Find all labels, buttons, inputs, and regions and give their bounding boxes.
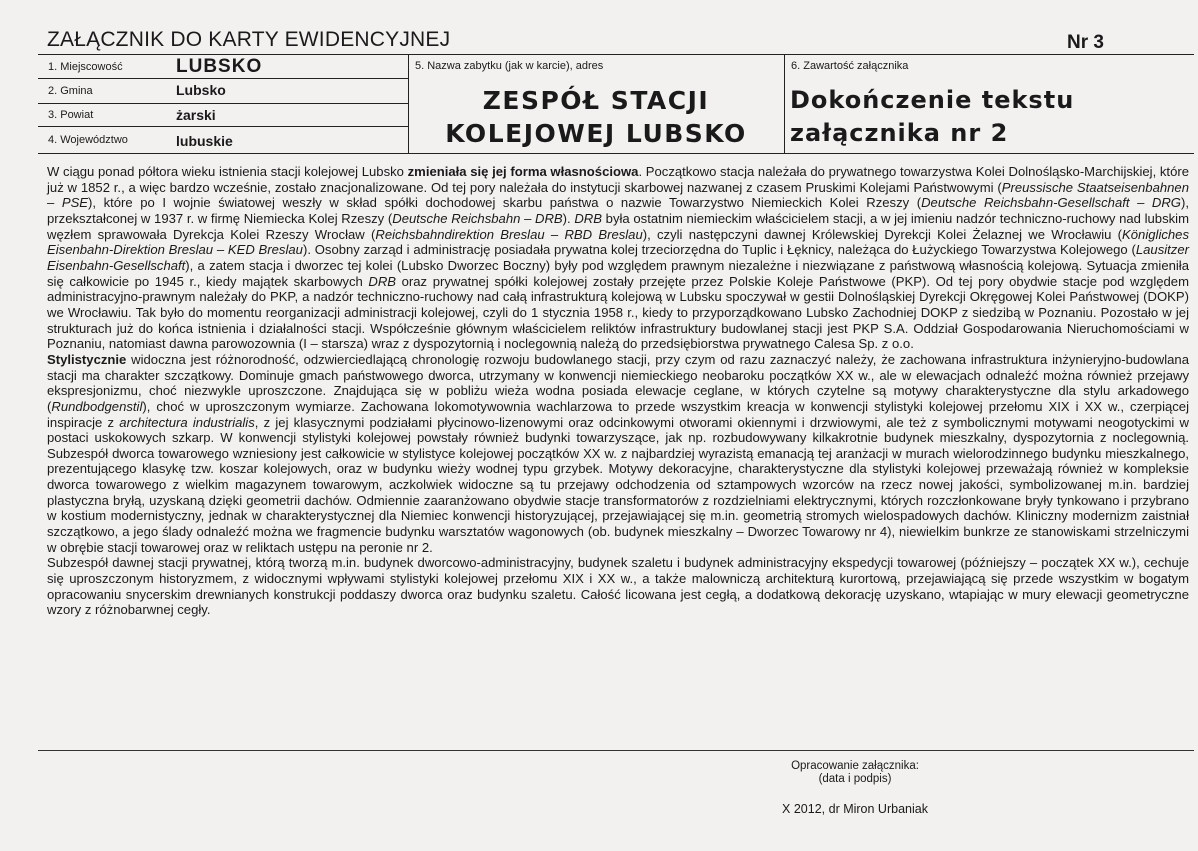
bold-text: Stylistycznie	[47, 351, 127, 367]
attachment-content-line1: Dokończenie tekstu	[790, 86, 1075, 114]
column-divider	[784, 55, 785, 153]
date-signature-label: (data i podpis)	[818, 773, 892, 785]
text-run: ), choć w uproszczonym wymiarze. Zachowana lokomotywownia wachlarzowa to przede wszystkim kreacja w konwencji stylistyki kolejowej przełomu XIX i XX w., czerpiącej inspiracje z	[47, 398, 1189, 430]
italic-text: Rundbodgenstil	[51, 398, 143, 414]
field-label: 2. Gmina	[48, 85, 93, 97]
italic-text: Preussische Staatseisenbahnen – PSE	[47, 179, 1189, 211]
text-run: W ciągu ponad półtora wieku istnienia stacji kolejowej Lubsko	[47, 164, 408, 179]
italic-text: Deutsche Reichsbahn-Gesellschaft – DRG	[921, 195, 1181, 211]
italic-text: DRB	[574, 210, 602, 226]
text-run: ), przekształconej w 1937 r. w firmę Niemiecka Kolej Rzeszy (	[47, 195, 1189, 226]
text-run: Subzespół dawnej stacji prywatnej, którą tworzą m.in. budynek dworcowo-administracyjny, budynek szaletu i budynek administracyjny ekspedycji towarowej (późniejszy – początek XX w.), cechuje się uproszczonym historyzmem, z widocznymi wpływami stylistyki kolejowej przełomu XIX i XX w., a także malowniczą architekturą kurortową, przejawiającą się przede wszystkim w bogatym opracowaniu snycerskim drewnianych konstrukcji poddaszy dworca oraz budynku szaletu. Całość licowana jest cegłą, a dodatkową dekorację uzyskano, wtapiając w mury elewacji geometryczne wzory z różnobarwnej cegły.	[47, 555, 1189, 618]
text-run: ). Osobny zarząd i administrację posiadała prywatna kolej trzeciorzędna do Tuplic i Łęknicy, należąca do Łużyckiego Towarzystwa Kolejowego (	[302, 242, 1136, 258]
bold-text: zmieniała się jej forma własnościowa	[407, 164, 639, 179]
paragraph-stylistics	[47, 352, 1189, 556]
text-run: ), czyli następczyni dawnej Królewskiej Dyrekcji Kolei Żelaznej we Wrocławiu (	[642, 226, 1123, 242]
field-county	[38, 104, 408, 127]
italic-text: Königliches Eisenbahn-Direktion Breslau – KED Breslau	[47, 226, 1190, 258]
attachment-number: Nr 3	[1067, 32, 1104, 53]
prepared-by-label: Opracowanie załącznika:	[791, 760, 919, 772]
monument-name-line1: ZESPÓŁ STACJI	[482, 86, 710, 115]
text-run: widoczna jest różnorodność, odzwierciedlającą chronologię rozwoju budowlanego stacji, przy czym od razu zaznaczyć należy, że zachowana infrastruktura inżynieryjno-budowlana stacji ma charakter szczątkowy. Dominuje gmach państwowego dworca, utrzymany w konwencji niemieckiego neobaroku początków XX w., ale w elewacjach odnaleźć można również przejawy ekspresjonizmu, choć niezwykle uproszczone. Znajdująca się w pobliżu wieża wodna posiada elewacje ceglane, w których czytelne są motywy charakterystyczne dla stylu arkadowego (	[47, 351, 1189, 414]
text-run: ), a zatem stacja i dworzec tej kolei (Lubsko Dworzec Boczny) były pod względem prawnym niezależne i niezwiązane z państwową własnością kolejową. Sytuacja zmieniła się całkowicie po 1945 r., kiedy majątek skarbowych	[47, 257, 1189, 289]
signature: X 2012, dr Miron Urbaniak	[782, 802, 928, 816]
text-run: ), które po I wojnie światowej weszły w skład spółki dochodowej skarbu państwa o nazwie Towarzystwo Niemieckich Kolei Rzeszy (	[88, 195, 922, 211]
page-title: ZAŁĄCZNIK DO KARTY EWIDENCYJNEJ	[47, 28, 451, 51]
attachment-content	[790, 84, 1190, 150]
field-value: żarski	[176, 107, 216, 123]
italic-text: Deutsche Reichsbahn – DRB	[392, 210, 563, 226]
monument-name-line2: KOLEJOWEJ LUBSKO	[445, 119, 747, 148]
field-value: lubuskie	[176, 133, 233, 149]
field-label: 3. Powiat	[48, 109, 94, 121]
attachment-content-line2: załącznika nr 2	[790, 119, 1009, 147]
footer-divider	[38, 750, 1194, 751]
field-commune	[38, 79, 408, 104]
field-voivodeship	[38, 127, 408, 153]
paragraph-ownership	[47, 164, 1189, 352]
field-label: 4. Województwo	[48, 134, 128, 146]
monument-name	[410, 84, 782, 150]
monument-name-label: 5. Nazwa zabytku (jak w karcie), adres	[415, 60, 604, 72]
table-divider	[38, 153, 1194, 154]
text-run: . Początkowo stacja należała do prywatnego towarzystwa Kolei Dolnośląsko-Marchijskiej, które już w 1852 r., a więc bardzo wcześnie, zostało znacjonalizowane. Od tej pory należała do instytucji skarbowej nazwanej z czasem Pruskimi Kolejami Państwowymi (	[47, 164, 1189, 195]
attachment-content-label: 6. Zawartość załącznika	[791, 60, 909, 72]
body-text	[47, 164, 1189, 618]
field-locality	[38, 55, 408, 79]
text-run: ).	[562, 210, 575, 226]
field-label: 1. Miejscowość	[48, 61, 123, 73]
paragraph-private-station	[47, 555, 1189, 618]
italic-text: DRB	[368, 273, 397, 289]
text-run: była ostatnim niemieckim właścicielem stacji, a w jej imieniu nadzór techniczno-ruchowy nad lubskim węzłem sprawowała Dyrekcja Kolei Rzeszy Wrocław (	[47, 210, 1189, 242]
text-run: , z jej klasycznymi podziałami płycinowo-lizenowymi oraz odcinkowymi otworami okiennymi i drzwiowymi, ale też z symbolicznymi motywami neogotyckimi w postaci uskokowych szkarp. W konwencji stylistyki kolejowej powstały również budynki towarzyszące, jak np. rozbudowywany kilkakrotnie budynek mieszkalny, dyspozytornia z noclegownią. Subzespół dworca towarowego wzniesiony jest całkowicie w stylistyce kolejowej początków XX w. z najbardziej wyrazistą emanacją tej aranżacji w murach wielorodzinnego budynku mieszkalnego, prezentującego klasykę tzw. koszar kolejowych, oraz w budynku wieży wodnej typu grzybek. Motywy dekoracyjne, charakterystyczne dla stylistyki kolejowej przeważają również w kompleksie dworca towarowego z wielkim magazynem towarowym, aczkolwiek widoczne są tu przejawy odchodzenia od sztampowych wzorców na rzecz nowej jakości, symbolizowanej m.in. bardziej plastyczna bryłą, uzyskaną dzięki geometrii dachów. Odmiennie zaaranżowano obydwie stacje transformatorów z rozdzielniami elektrycznymi, których rozczłonkowane bryły tynkowano i przybrano w kostium modernistyczny, jednak w charakterystycznej dla Niemiec konwencji historyzującej, przejawiającej się m.in. geometrią stromych wielospadowych dachów. Kliniczny modernizm zaistniał szczątkowo, a jego ślady odnaleźć można we fragmencie budynku warsztatów wagonowych (ob. budynek mieszkalny – Dworzec Towarowy nr 4), niewielkim bunkrze ze stanowiskami strzelniczymi w obrębie stacji towarowej oraz w reliktach ustępu na peronie nr 2.	[47, 414, 1189, 555]
italic-text: Lausitzer Eisenbahn-Gesellschaft	[47, 242, 1189, 273]
field-value: LUBSKO	[176, 56, 263, 77]
column-divider	[408, 55, 409, 153]
field-value: Lubsko	[176, 82, 226, 98]
text-run: oraz prywatnej spółki kolejowej zostały przejęte przez Polskie Koleje Państwowe (PKP). Od tej pory obydwie stacje pod względem administracyjno-prawnym należały do PKP, a nadzór techniczno-ruchowy nad całą infrastrukturą kolejową w Lubsku spoczywał w gestii Dolnośląskiej Dyrekcji Okręgowej Kolei Państwowej (DOKP) we Wrocławiu. Tak było do momentu reorganizacji administracji kolejowej, czyli do 1 stycznia 1958 r., kiedy to przyporządkowano Lubsko Zachodniej DOKP z siedzibą w Poznaniu. Pozostało w jej strukturach już do końca istnienia i działalności stacji. Współcześnie głównym właścicielem reliktów infrastruktury budowlanej stacji jest PKP S.A. Oddział Gospodarowania Nieruchomościami w Poznaniu, natomiast dawna parowozownia (I – starsza) wraz z dyspozytornią i noclegownią należą do przedsiębiorstwa prywatnego Calesa Sp. z o.o.	[47, 273, 1189, 352]
italic-text: architectura industrialis	[119, 414, 255, 430]
italic-text: Reichsbahndirektion Breslau – RBD Breslau	[375, 226, 643, 242]
